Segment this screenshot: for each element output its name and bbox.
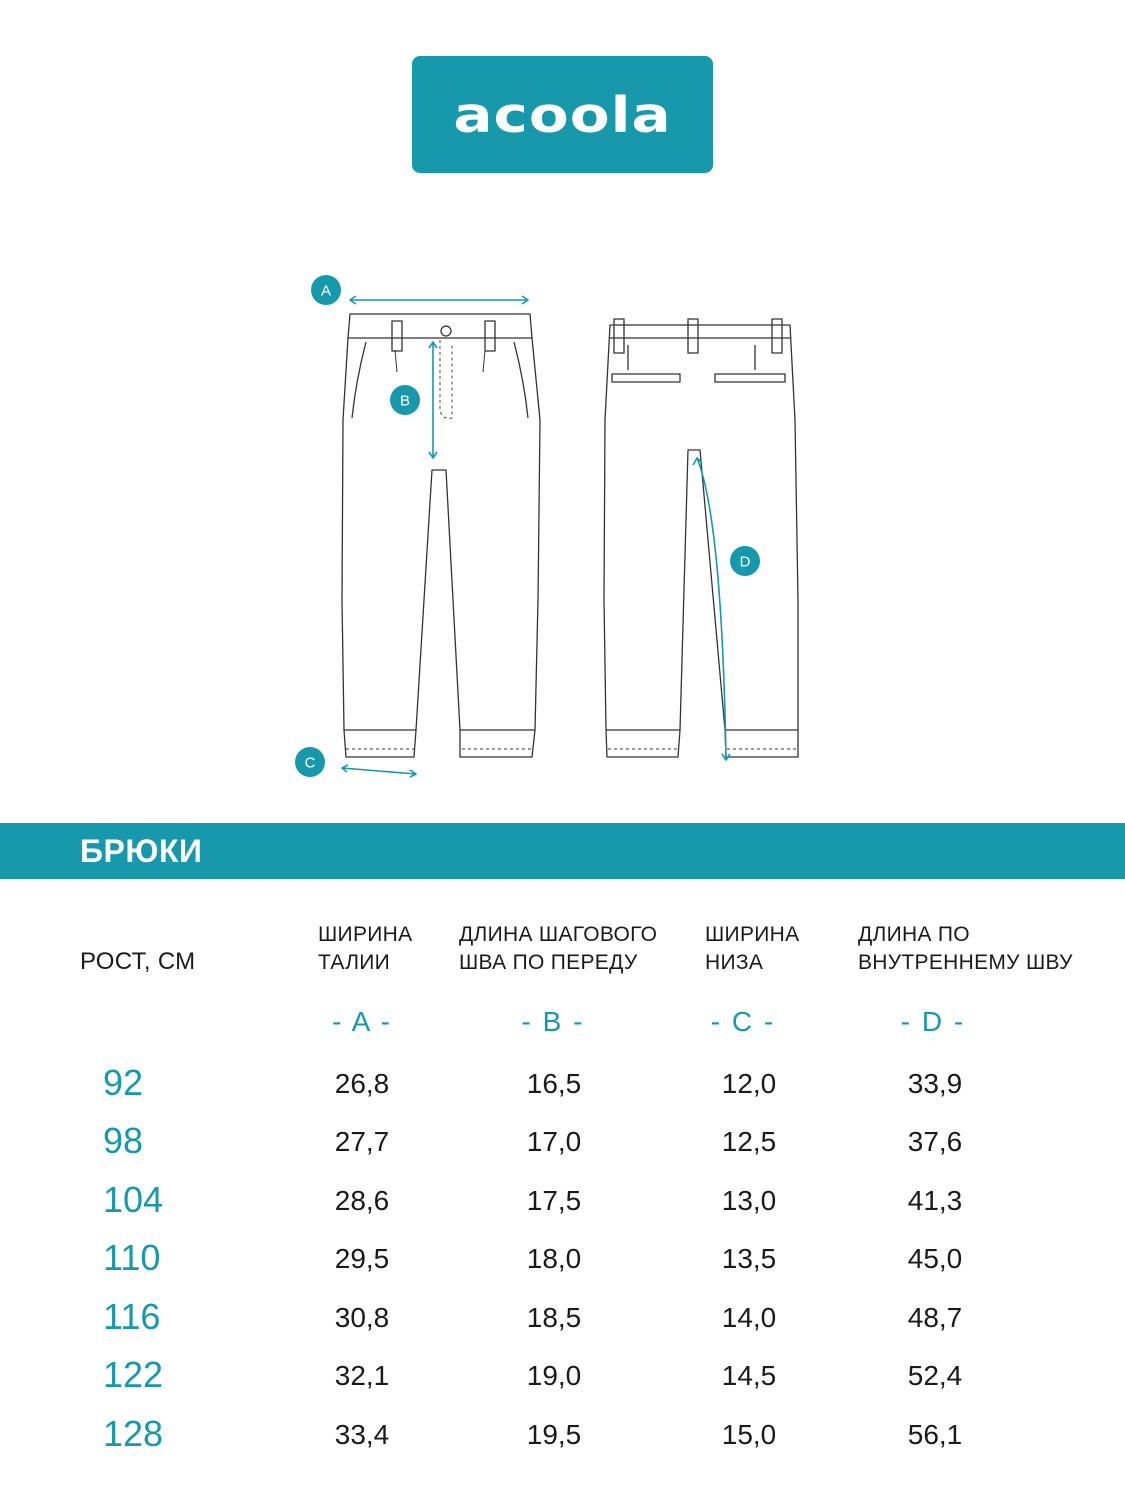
column-header-b: [459, 921, 657, 977]
cell-a: 27,7: [334, 1126, 390, 1157]
row-size: 116: [103, 1296, 161, 1337]
cell-a: 32,1: [334, 1360, 390, 1391]
cell-b: 19,5: [526, 1419, 582, 1450]
back-view: [604, 319, 798, 760]
column-header-d: [858, 921, 1073, 977]
section-banner: [0, 823, 1125, 879]
marker-a: [311, 275, 341, 305]
cell-d: 41,3: [907, 1185, 963, 1216]
cell-c: 14,0: [721, 1302, 777, 1333]
marker-d: [730, 546, 760, 576]
column-code-a: - A -: [332, 1006, 392, 1037]
cell-d: 48,7: [907, 1302, 963, 1333]
brand-logo-text: acoola: [453, 85, 672, 144]
cell-d: 45,0: [907, 1243, 963, 1274]
cell-a: 29,5: [334, 1243, 390, 1274]
row-size: 98: [103, 1120, 144, 1161]
cell-c: 15,0: [721, 1419, 777, 1450]
column-header-a-line1: ШИРИНА: [318, 923, 413, 946]
row-size: 92: [103, 1062, 144, 1103]
row-size: 128: [103, 1413, 164, 1454]
front-view: [342, 296, 540, 777]
cell-d: 37,6: [907, 1126, 963, 1157]
marker-b: [390, 385, 420, 415]
cell-c: 14,5: [721, 1360, 777, 1391]
column-header-d-line1: ДЛИНА ПО: [858, 923, 970, 946]
column-header-b-line1: ДЛИНА ШАГОВОГО: [459, 923, 658, 946]
cell-b: 16,5: [526, 1068, 582, 1099]
cell-c: 13,5: [721, 1243, 777, 1274]
marker-c: [295, 747, 325, 777]
marker-d-label: D: [739, 553, 751, 571]
column-header-a-line2: ТАЛИИ: [318, 951, 391, 974]
column-header-a: [318, 921, 412, 977]
cell-c: 12,0: [721, 1068, 777, 1099]
column-code-d: - D -: [900, 1006, 966, 1037]
cell-a: 33,4: [334, 1419, 390, 1450]
cell-a: 30,8: [334, 1302, 390, 1333]
column-header-d-line2: ВНУТРЕННЕМУ ШВУ: [858, 951, 1073, 974]
cell-b: 17,0: [526, 1126, 582, 1157]
row-size: 104: [103, 1179, 164, 1220]
cell-b: 19,0: [526, 1360, 582, 1391]
marker-c-label: C: [304, 754, 316, 772]
row-size: 122: [103, 1354, 164, 1395]
marker-a-label: A: [320, 282, 332, 300]
column-header-c-line2: НИЗА: [705, 951, 764, 974]
column-code-b: - B -: [521, 1006, 585, 1037]
size-column-header: РОСТ, СМ: [80, 948, 196, 975]
cell-a: 26,8: [334, 1068, 390, 1099]
cell-b: 18,0: [526, 1243, 582, 1274]
cell-d: 52,4: [907, 1360, 963, 1391]
marker-b-label: B: [399, 392, 411, 410]
column-header-c: [705, 921, 799, 977]
cell-d: 56,1: [907, 1419, 963, 1450]
cell-b: 18,5: [526, 1302, 582, 1333]
cell-d: 33,9: [907, 1068, 963, 1099]
column-header-b-line2: ШВА ПО ПЕРЕДУ: [459, 951, 638, 974]
cell-c: 12,5: [721, 1126, 777, 1157]
cell-a: 28,6: [334, 1185, 390, 1216]
cell-b: 17,5: [526, 1185, 582, 1216]
column-header-c-line1: ШИРИНА: [705, 923, 800, 946]
section-title: БРЮКИ: [80, 833, 203, 869]
row-size: 110: [103, 1237, 161, 1278]
column-code-c: - C -: [710, 1006, 776, 1037]
cell-c: 13,0: [721, 1185, 777, 1216]
